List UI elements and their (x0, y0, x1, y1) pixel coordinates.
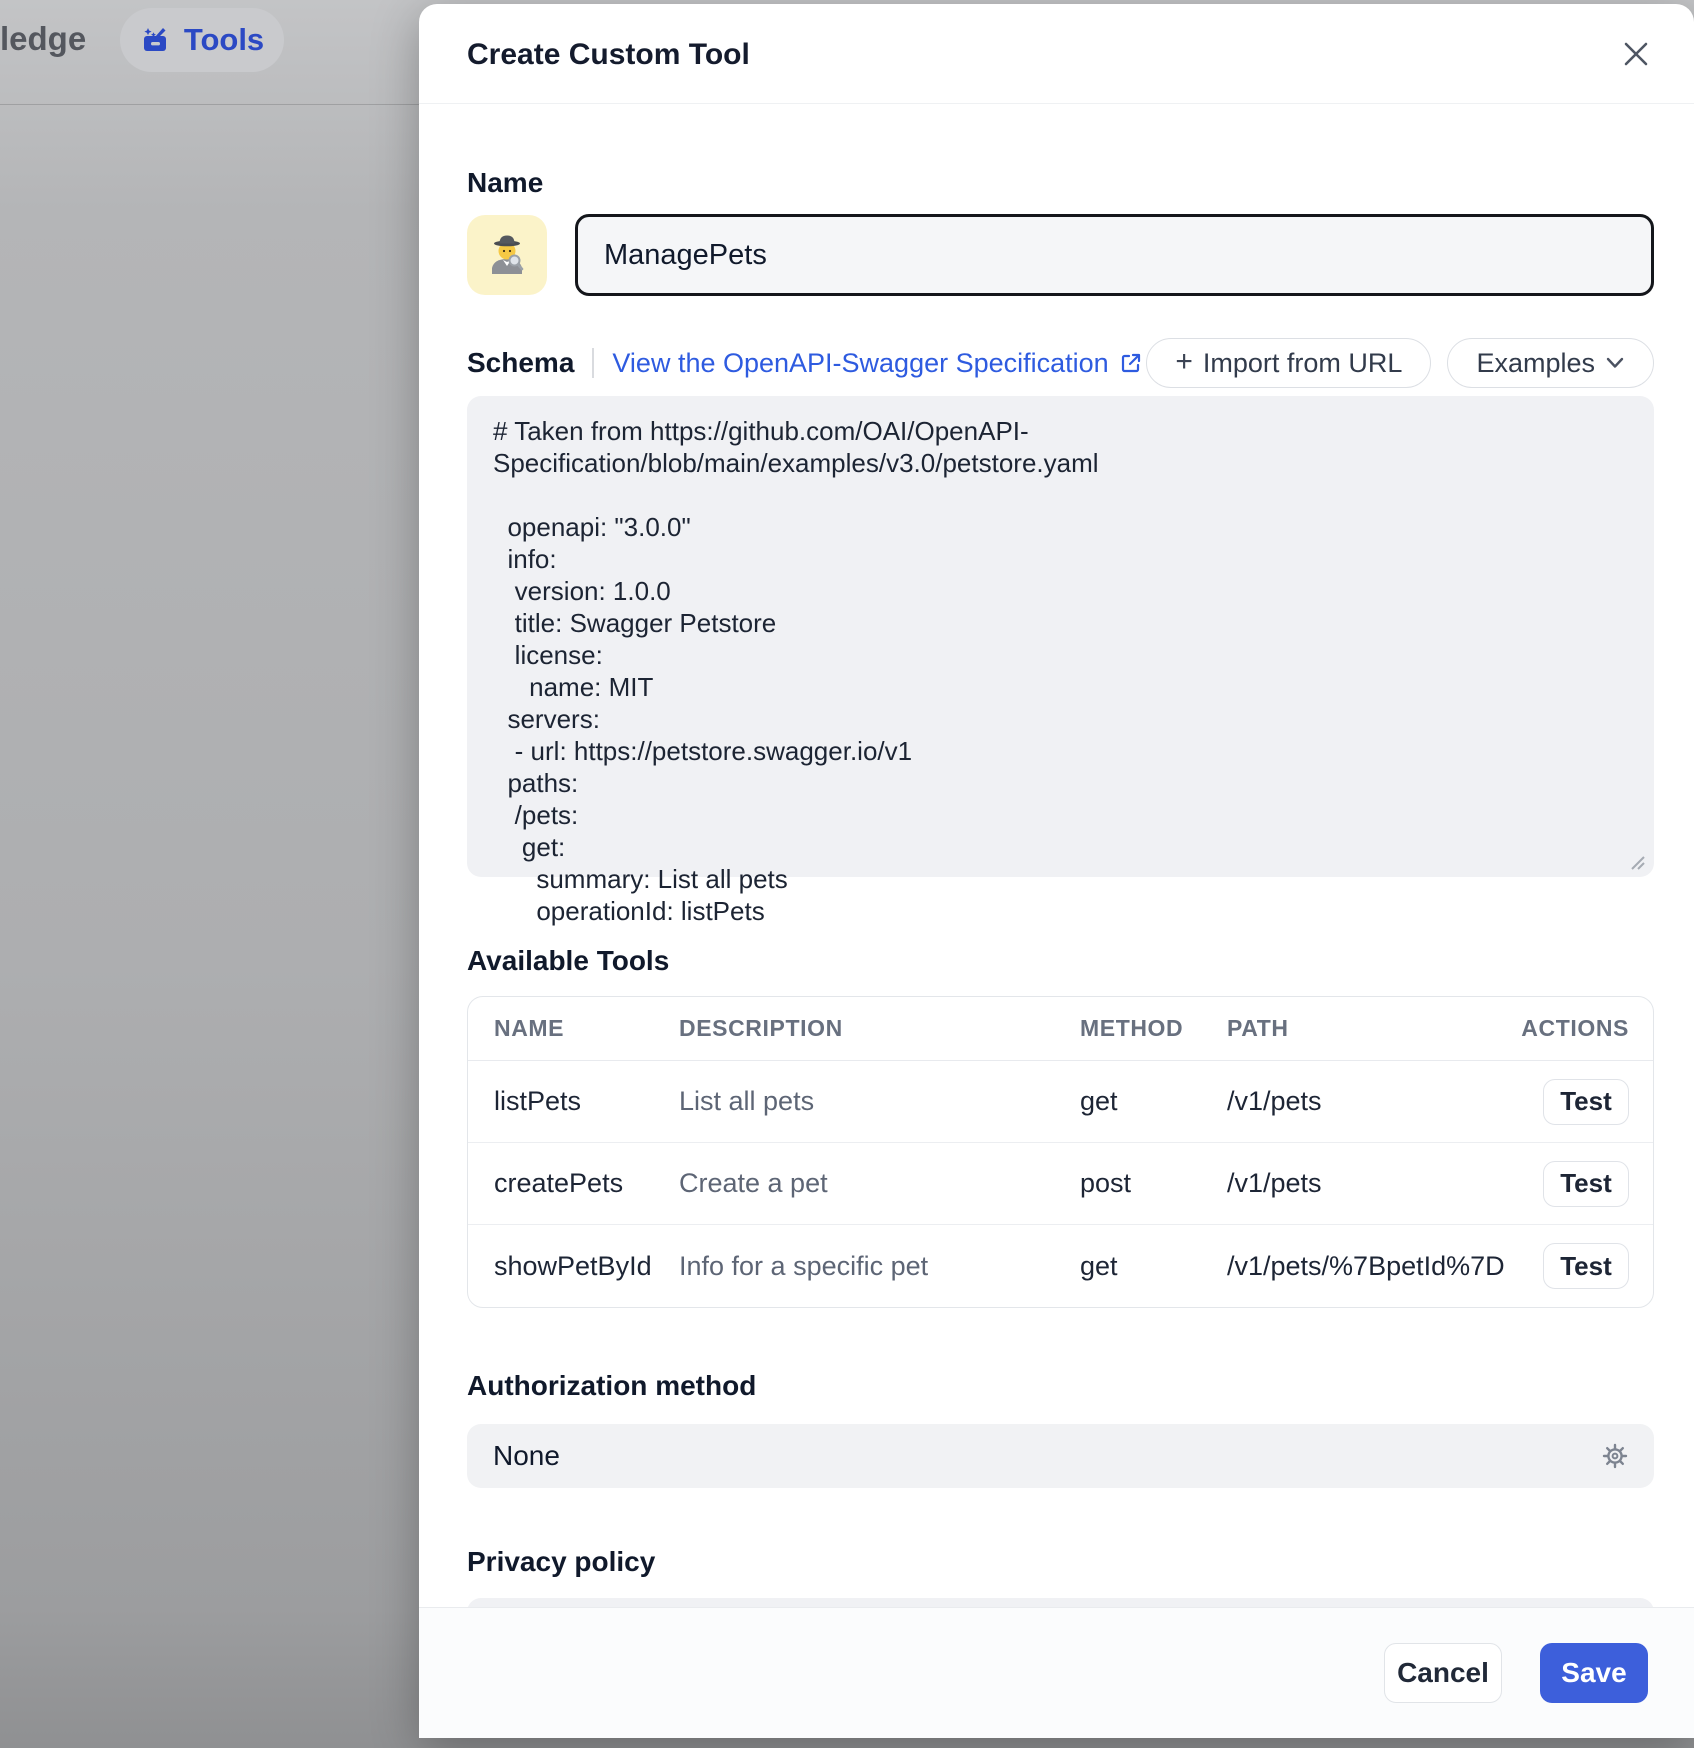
tab-tools-label: Tools (183, 22, 265, 57)
table-row (468, 1225, 1653, 1307)
col-header-name: NAME (494, 1015, 565, 1041)
available-tools-table (467, 996, 1654, 1308)
tool-name: listPets (494, 1086, 582, 1116)
table-row (468, 1143, 1653, 1225)
schema-editor[interactable] (467, 396, 1654, 926)
dialog-footer (419, 1607, 1694, 1738)
available-tools-heading: Available Tools (467, 945, 670, 976)
import-from-url-label: Import from URL (1202, 347, 1403, 378)
tab-tools[interactable] (120, 8, 284, 72)
import-from-url-button[interactable] (1146, 338, 1431, 388)
close-icon (1621, 39, 1651, 69)
col-header-method: METHOD (1080, 1015, 1184, 1041)
name-section-label: Name (467, 167, 544, 198)
tool-path: /v1/pets (1227, 1168, 1322, 1198)
table-header-row (468, 997, 1653, 1061)
create-custom-tool-dialog (419, 4, 1694, 1738)
tool-path: /v1/pets (1227, 1086, 1322, 1116)
dialog-title: Create Custom Tool (467, 38, 750, 71)
schema-row (467, 337, 1654, 389)
save-button[interactable]: Save (1540, 1643, 1648, 1703)
tool-description: Create a pet (679, 1168, 828, 1198)
tool-path: /v1/pets/%7BpetId%7D (1227, 1250, 1505, 1281)
tab-knowledge-partial[interactable]: ledge (0, 20, 87, 57)
openapi-spec-link[interactable] (612, 348, 1142, 379)
close-button[interactable] (1618, 36, 1654, 72)
tool-method: get (1080, 1086, 1118, 1116)
test-button[interactable]: Test (1543, 1079, 1629, 1125)
toolbox-icon (140, 24, 172, 56)
tool-avatar-button[interactable] (467, 215, 547, 295)
openapi-spec-link-label: View the OpenAPI-Swagger Specification (612, 347, 1109, 378)
test-button[interactable]: Test (1543, 1161, 1629, 1207)
authorization-method-field[interactable] (467, 1424, 1654, 1488)
table-row (468, 1061, 1653, 1143)
tool-name: showPetById (494, 1250, 652, 1281)
authorization-heading: Authorization method (467, 1370, 757, 1401)
dialog-body (419, 167, 1694, 1670)
authorization-method-value: None (493, 1440, 560, 1471)
tool-description: Info for a specific pet (679, 1250, 929, 1281)
resize-handle-icon[interactable] (1626, 851, 1646, 871)
chevron-down-icon (1605, 356, 1625, 370)
schema-section-label: Schema (467, 347, 575, 378)
gear-icon (1600, 1441, 1630, 1471)
tool-method: get (1080, 1250, 1118, 1281)
tool-name: createPets (494, 1168, 624, 1198)
examples-label: Examples (1476, 347, 1595, 378)
tool-description: List all pets (679, 1086, 815, 1116)
tool-method: post (1080, 1168, 1132, 1198)
external-link-icon (1119, 351, 1143, 375)
tool-name-input[interactable] (575, 214, 1654, 296)
privacy-policy-heading: Privacy policy (467, 1546, 656, 1577)
col-header-description: DESCRIPTION (679, 1015, 843, 1041)
schema-editor-content: # Taken from https://github.com/OAI/OpenAPI-Specification/blob/main/examples/v3.0/petstore.yaml openapi: "3.0.0" info: version: 1.0.0 title: Swagger Petstore license: name: MIT servers: - url: https://petstore.swagger.io/v1 paths: /pets: get: summary: List all pets operationId: listPets (493, 416, 1099, 926)
vertical-divider (592, 348, 594, 378)
col-header-actions: ACTIONS (1521, 1015, 1629, 1041)
plus-icon: + (1175, 344, 1193, 378)
test-button[interactable]: Test (1543, 1243, 1629, 1289)
name-row (467, 214, 1654, 296)
col-header-path: PATH (1227, 1015, 1289, 1041)
cancel-button[interactable]: Cancel (1384, 1643, 1502, 1703)
dialog-header (419, 4, 1694, 104)
detective-emoji-icon (484, 232, 530, 278)
auth-settings-button[interactable] (1600, 1441, 1630, 1471)
examples-dropdown-button[interactable] (1447, 338, 1654, 388)
